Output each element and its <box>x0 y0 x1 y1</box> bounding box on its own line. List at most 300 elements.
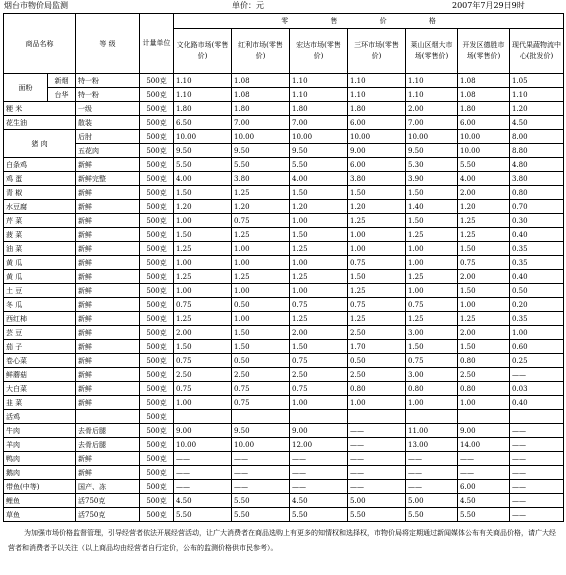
grade-cell: 新鲜 <box>76 242 140 256</box>
price-cell: 0.50 <box>232 354 290 368</box>
price-cell: 2.00 <box>458 270 510 284</box>
unit-cell: 500克 <box>140 242 174 256</box>
table-row <box>4 158 564 172</box>
header-row-1 <box>4 14 564 29</box>
price-cell: 1.00 <box>348 242 406 256</box>
price-cell: 0.25 <box>510 354 564 368</box>
unit-cell: 500克 <box>140 144 174 158</box>
report-date: 2007年7月29日9时 <box>452 1 525 10</box>
price-cell: 1.08 <box>458 74 510 88</box>
price-cell: 1.50 <box>174 340 232 354</box>
brand-cell: 台华 <box>48 88 76 102</box>
price-cell: 1.00 <box>406 284 458 298</box>
product-name: 油 菜 <box>4 242 76 256</box>
price-cell: 1.10 <box>174 88 232 102</box>
product-name: 水豆腐 <box>4 200 76 214</box>
price-cell: 1.50 <box>232 326 290 340</box>
grade-cell: 新鲜 <box>76 354 140 368</box>
grade-cell: 新鲜 <box>76 186 140 200</box>
price-cell: 9.50 <box>232 424 290 438</box>
price-cell: 0.75 <box>348 298 406 312</box>
product-name: 花生油 <box>4 116 76 130</box>
price-cell: 1.20 <box>348 200 406 214</box>
unit-cell: 500克 <box>140 438 174 452</box>
price-cell: 5.50 <box>174 508 232 522</box>
price-cell: 1.00 <box>406 242 458 256</box>
table-row <box>4 186 564 200</box>
price-cell: —— <box>458 466 510 480</box>
price-cell: 3.80 <box>232 172 290 186</box>
table-row <box>4 438 564 452</box>
table-row <box>4 200 564 214</box>
price-cell: 0.70 <box>510 200 564 214</box>
grade-cell: 新鲜 <box>76 256 140 270</box>
table-row <box>4 214 564 228</box>
product-name: 芸 豆 <box>4 326 76 340</box>
unit-cell: 500克 <box>140 228 174 242</box>
price-cell: 1.80 <box>348 102 406 116</box>
price-cell: 9.00 <box>348 144 406 158</box>
price-cell: 1.10 <box>348 74 406 88</box>
price-cell: —— <box>510 452 564 466</box>
grade-cell <box>76 410 140 424</box>
brand-cell: 新烟 <box>48 74 76 88</box>
unit-cell: 500克 <box>140 494 174 508</box>
price-cell: 5.50 <box>290 508 348 522</box>
price-cell: —— <box>510 368 564 382</box>
product-name: 带鱼(中等) <box>4 480 76 494</box>
price-cell: 1.50 <box>458 284 510 298</box>
price-cell: 1.25 <box>406 270 458 284</box>
price-cell: 1.10 <box>510 88 564 102</box>
market-header: 三环市场(零售价) <box>348 29 406 74</box>
unit-cell: 500克 <box>140 200 174 214</box>
grade-cell: 新鲜 <box>76 368 140 382</box>
unit-cell: 500克 <box>140 74 174 88</box>
table-row <box>4 396 564 410</box>
unit-cell: 500克 <box>140 424 174 438</box>
price-cell: 1.50 <box>232 340 290 354</box>
price-cell: 1.00 <box>510 326 564 340</box>
table-row <box>4 368 564 382</box>
grade-cell: 去骨后腿 <box>76 438 140 452</box>
unit-cell: 500克 <box>140 172 174 186</box>
table-row <box>4 466 564 480</box>
table-row <box>4 102 564 116</box>
unit-cell: 500克 <box>140 116 174 130</box>
price-cell: 1.25 <box>406 228 458 242</box>
price-cell: 0.75 <box>290 298 348 312</box>
table-row <box>4 172 564 186</box>
grade-cell: 后肘 <box>76 130 140 144</box>
price-cell: 0.35 <box>510 312 564 326</box>
grade-cell: 新鲜 <box>76 200 140 214</box>
price-cell: —— <box>510 508 564 522</box>
price-cell: 0.40 <box>510 228 564 242</box>
price-cell: 1.10 <box>348 88 406 102</box>
col-header-unit: 计量单位 <box>140 14 174 74</box>
price-cell: 1.10 <box>406 88 458 102</box>
price-cell: 1.00 <box>458 396 510 410</box>
grade-cell: 新鲜 <box>76 396 140 410</box>
unit-cell: 500克 <box>140 410 174 424</box>
market-header: 红利市场(零售价) <box>232 29 290 74</box>
product-name: 羊肉 <box>4 438 76 452</box>
table-row <box>4 256 564 270</box>
price-cell: —— <box>174 452 232 466</box>
price-cell: 0.03 <box>510 382 564 396</box>
price-cell: 10.00 <box>406 130 458 144</box>
unit-cell: 500克 <box>140 102 174 116</box>
unit-cell: 500克 <box>140 452 174 466</box>
grade-cell: 特一粉 <box>76 74 140 88</box>
price-cell: 10.00 <box>458 144 510 158</box>
grade-cell: 新鲜 <box>76 158 140 172</box>
price-cell: 9.00 <box>458 424 510 438</box>
price-cell: 1.00 <box>458 298 510 312</box>
price-cell: 1.20 <box>174 200 232 214</box>
price-cell: 1.50 <box>406 186 458 200</box>
grade-cell: 新鲜 <box>76 340 140 354</box>
price-cell: 1.00 <box>232 256 290 270</box>
unit-cell: 500克 <box>140 382 174 396</box>
price-cell: 11.00 <box>406 424 458 438</box>
grade-cell: 新鲜 <box>76 270 140 284</box>
col-header-name: 商品名称 <box>4 14 76 74</box>
grade-cell: 新鲜 <box>76 228 140 242</box>
table-row <box>4 228 564 242</box>
price-cell: 6.00 <box>458 480 510 494</box>
price-cell: 1.00 <box>406 396 458 410</box>
product-name: 牛肉 <box>4 424 76 438</box>
price-cell: 1.25 <box>348 312 406 326</box>
table-row <box>4 116 564 130</box>
unit-cell: 500克 <box>140 88 174 102</box>
price-cell: 1.20 <box>232 200 290 214</box>
table-row <box>4 242 564 256</box>
price-cell: 0.75 <box>348 256 406 270</box>
price-cell: 0.50 <box>232 298 290 312</box>
price-cell: 1.25 <box>458 214 510 228</box>
product-name: 鸡 蛋 <box>4 172 76 186</box>
price-cell: —— <box>174 480 232 494</box>
price-cell: 0.75 <box>232 396 290 410</box>
price-cell: 1.50 <box>348 270 406 284</box>
price-cell <box>458 410 510 424</box>
unit-cell: 500克 <box>140 214 174 228</box>
price-cell: 14.00 <box>458 438 510 452</box>
product-name: 活鸡 <box>4 410 76 424</box>
grade-cell: 特一粉 <box>76 88 140 102</box>
price-cell: 2.50 <box>290 368 348 382</box>
price-cell: 1.50 <box>290 186 348 200</box>
price-cell: —— <box>232 452 290 466</box>
price-cell <box>232 410 290 424</box>
price-cell: 1.50 <box>290 340 348 354</box>
price-cell: 10.00 <box>174 438 232 452</box>
price-cell: 8.00 <box>510 130 564 144</box>
price-cell: 0.35 <box>510 242 564 256</box>
price-cell: 4.50 <box>174 494 232 508</box>
price-cell: 5.50 <box>174 158 232 172</box>
grade-cell: 新鲜 <box>76 312 140 326</box>
price-cell: 0.80 <box>510 186 564 200</box>
price-cell: 0.75 <box>174 298 232 312</box>
price-cell: 1.20 <box>290 200 348 214</box>
price-cell: 1.10 <box>290 88 348 102</box>
price-cell: —— <box>348 452 406 466</box>
price-cell: 0.75 <box>290 382 348 396</box>
price-cell: 10.00 <box>232 130 290 144</box>
market-header: 现代果蔬物流中心(批发价) <box>510 29 564 74</box>
price-cell: 4.00 <box>290 172 348 186</box>
price-cell: 3.00 <box>406 326 458 340</box>
grade-cell: 新鲜 <box>76 326 140 340</box>
price-cell: 1.00 <box>290 256 348 270</box>
price-cell: 1.10 <box>406 74 458 88</box>
price-cell: 0.80 <box>406 382 458 396</box>
price-cell: 1.00 <box>290 284 348 298</box>
price-cell: 2.50 <box>232 368 290 382</box>
price-cell: —— <box>232 466 290 480</box>
price-cell: —— <box>510 480 564 494</box>
product-name: 鲜蘑菇 <box>4 368 76 382</box>
price-cell <box>348 410 406 424</box>
price-cell: 4.00 <box>458 172 510 186</box>
grade-cell: 国产、冻 <box>76 480 140 494</box>
price-cell: 10.00 <box>232 438 290 452</box>
price-cell: —— <box>232 480 290 494</box>
price-cell: 12.00 <box>290 438 348 452</box>
price-cell: 1.25 <box>290 312 348 326</box>
table-row <box>4 312 564 326</box>
price-cell: 4.80 <box>510 158 564 172</box>
price-cell: 0.60 <box>510 340 564 354</box>
price-cell: 1.25 <box>174 312 232 326</box>
price-cell: 1.10 <box>290 74 348 88</box>
grade-cell: 散装 <box>76 116 140 130</box>
product-name: 猪 肉 <box>4 130 76 158</box>
price-cell: 5.30 <box>406 158 458 172</box>
price-cell: 7.00 <box>290 116 348 130</box>
unit-cell: 500克 <box>140 326 174 340</box>
table-row <box>4 130 564 144</box>
price-cell: 1.20 <box>510 102 564 116</box>
price-cell: —— <box>348 466 406 480</box>
price-cell: 5.50 <box>232 158 290 172</box>
price-cell: 0.75 <box>406 354 458 368</box>
price-cell: —— <box>510 438 564 452</box>
table-row <box>4 74 564 88</box>
unit-cell: 500克 <box>140 340 174 354</box>
report-header <box>0 0 566 12</box>
price-cell: —— <box>510 424 564 438</box>
price-cell: 0.40 <box>510 270 564 284</box>
price-cell <box>290 410 348 424</box>
price-cell: 1.00 <box>232 312 290 326</box>
product-name: 西红柿 <box>4 312 76 326</box>
market-header: 开发区德胜市场(零售价) <box>458 29 510 74</box>
price-cell: 3.00 <box>406 368 458 382</box>
product-name: 青 椒 <box>4 186 76 200</box>
price-cell: 1.25 <box>290 270 348 284</box>
price-cell <box>510 410 564 424</box>
price-cell: 1.50 <box>348 186 406 200</box>
price-cell: 5.50 <box>406 508 458 522</box>
price-cell: 1.50 <box>290 228 348 242</box>
price-cell: 2.00 <box>174 326 232 340</box>
price-cell: 10.00 <box>174 130 232 144</box>
grade-cell: 新鲜 <box>76 284 140 298</box>
price-cell: —— <box>406 480 458 494</box>
price-cell: 1.50 <box>458 340 510 354</box>
price-cell: 2.50 <box>174 368 232 382</box>
price-cell: 0.75 <box>232 382 290 396</box>
price-cell: 0.80 <box>458 354 510 368</box>
unit-cell: 500克 <box>140 186 174 200</box>
product-name: 鹅肉 <box>4 466 76 480</box>
price-cell: —— <box>406 452 458 466</box>
table-row <box>4 144 564 158</box>
unit-cell: 500克 <box>140 312 174 326</box>
price-cell: 1.05 <box>510 74 564 88</box>
price-cell: 6.00 <box>348 158 406 172</box>
price-cell: 3.90 <box>406 172 458 186</box>
price-cell: 3.80 <box>510 172 564 186</box>
price-cell: 1.10 <box>174 74 232 88</box>
grade-cell: 活750克 <box>76 508 140 522</box>
price-cell: 1.25 <box>458 312 510 326</box>
price-cell: 7.00 <box>232 116 290 130</box>
unit-note: 单价：元 <box>232 1 264 10</box>
price-cell: 0.75 <box>406 298 458 312</box>
product-name: 韭 菜 <box>4 396 76 410</box>
price-cell: 1.00 <box>174 396 232 410</box>
table-row <box>4 88 564 102</box>
price-cell: 1.00 <box>232 284 290 298</box>
product-name: 粳 米 <box>4 102 76 116</box>
price-cell: 2.50 <box>348 326 406 340</box>
market-header: 文化路市场(零售价) <box>174 29 232 74</box>
price-cell: —— <box>348 424 406 438</box>
unit-cell: 500克 <box>140 508 174 522</box>
price-cell: 2.00 <box>458 326 510 340</box>
grade-cell: 新鲜 <box>76 214 140 228</box>
price-cell: 7.00 <box>406 116 458 130</box>
product-name: 面粉 <box>4 74 48 102</box>
table-row <box>4 508 564 522</box>
price-cell: —— <box>348 438 406 452</box>
price-cell: 5.50 <box>348 508 406 522</box>
col-header-grade: 等 级 <box>76 14 140 74</box>
product-name: 大白菜 <box>4 382 76 396</box>
price-cell: 5.50 <box>290 158 348 172</box>
price-cell: 1.00 <box>348 396 406 410</box>
price-cell: 5.50 <box>458 508 510 522</box>
grade-cell: 新鲜 <box>76 298 140 312</box>
price-cell: —— <box>458 452 510 466</box>
price-cell: 4.50 <box>290 494 348 508</box>
product-name: 芹 菜 <box>4 214 76 228</box>
unit-cell: 500克 <box>140 354 174 368</box>
unit-cell: 500克 <box>140 396 174 410</box>
table-row <box>4 270 564 284</box>
price-cell: 1.50 <box>458 242 510 256</box>
product-name: 卷心菜 <box>4 354 76 368</box>
table-row <box>4 326 564 340</box>
table-row <box>4 424 564 438</box>
price-cell: —— <box>510 494 564 508</box>
price-cell: 1.80 <box>174 102 232 116</box>
grade-cell: 新鲜 <box>76 466 140 480</box>
price-cell: —— <box>406 466 458 480</box>
price-cell: 1.08 <box>458 88 510 102</box>
price-cell: 1.50 <box>174 228 232 242</box>
unit-cell: 500克 <box>140 284 174 298</box>
price-cell: 1.00 <box>174 214 232 228</box>
price-cell: 5.50 <box>458 158 510 172</box>
price-cell: 2.00 <box>406 102 458 116</box>
price-cell: 9.50 <box>232 144 290 158</box>
price-cell: 4.50 <box>510 116 564 130</box>
price-cell: —— <box>290 452 348 466</box>
product-name: 冬 瓜 <box>4 298 76 312</box>
price-cell: 1.00 <box>174 256 232 270</box>
price-cell: 5.00 <box>406 494 458 508</box>
price-cell: 9.50 <box>290 144 348 158</box>
price-cell: 2.00 <box>458 186 510 200</box>
price-cell: 0.40 <box>510 396 564 410</box>
product-name: 草鱼 <box>4 508 76 522</box>
price-cell <box>406 410 458 424</box>
product-name: 茄 子 <box>4 340 76 354</box>
unit-cell: 500克 <box>140 270 174 284</box>
price-cell: 10.00 <box>348 130 406 144</box>
price-cell: 6.00 <box>348 116 406 130</box>
product-name: 白条鸡 <box>4 158 76 172</box>
table-row <box>4 494 564 508</box>
price-cell: 1.08 <box>232 74 290 88</box>
price-cell: 2.50 <box>348 368 406 382</box>
price-cell: 1.25 <box>174 242 232 256</box>
product-name: 土 豆 <box>4 284 76 298</box>
price-cell: 0.50 <box>510 284 564 298</box>
price-cell: 1.25 <box>348 284 406 298</box>
price-cell: 0.50 <box>348 354 406 368</box>
market-header: 莱山区烟大市场(零售价) <box>406 29 458 74</box>
price-cell: 1.25 <box>232 270 290 284</box>
price-cell: 2.50 <box>458 368 510 382</box>
price-cell: 0.75 <box>290 354 348 368</box>
price-table <box>3 13 564 522</box>
price-cell: 1.08 <box>232 88 290 102</box>
market-header: 宏达市场(零售价) <box>290 29 348 74</box>
price-cell: —— <box>290 480 348 494</box>
grade-cell: 一级 <box>76 102 140 116</box>
price-cell: 0.35 <box>510 256 564 270</box>
price-cell: 1.50 <box>406 214 458 228</box>
price-cell: 1.80 <box>458 102 510 116</box>
price-cell: 5.00 <box>348 494 406 508</box>
price-cell: —— <box>348 480 406 494</box>
unit-cell: 500克 <box>140 256 174 270</box>
price-cell: 1.25 <box>458 228 510 242</box>
price-cell: 6.00 <box>458 116 510 130</box>
price-cell: 1.25 <box>232 228 290 242</box>
price-cell: 1.50 <box>406 340 458 354</box>
price-cell: —— <box>174 466 232 480</box>
price-cell: 1.25 <box>174 270 232 284</box>
